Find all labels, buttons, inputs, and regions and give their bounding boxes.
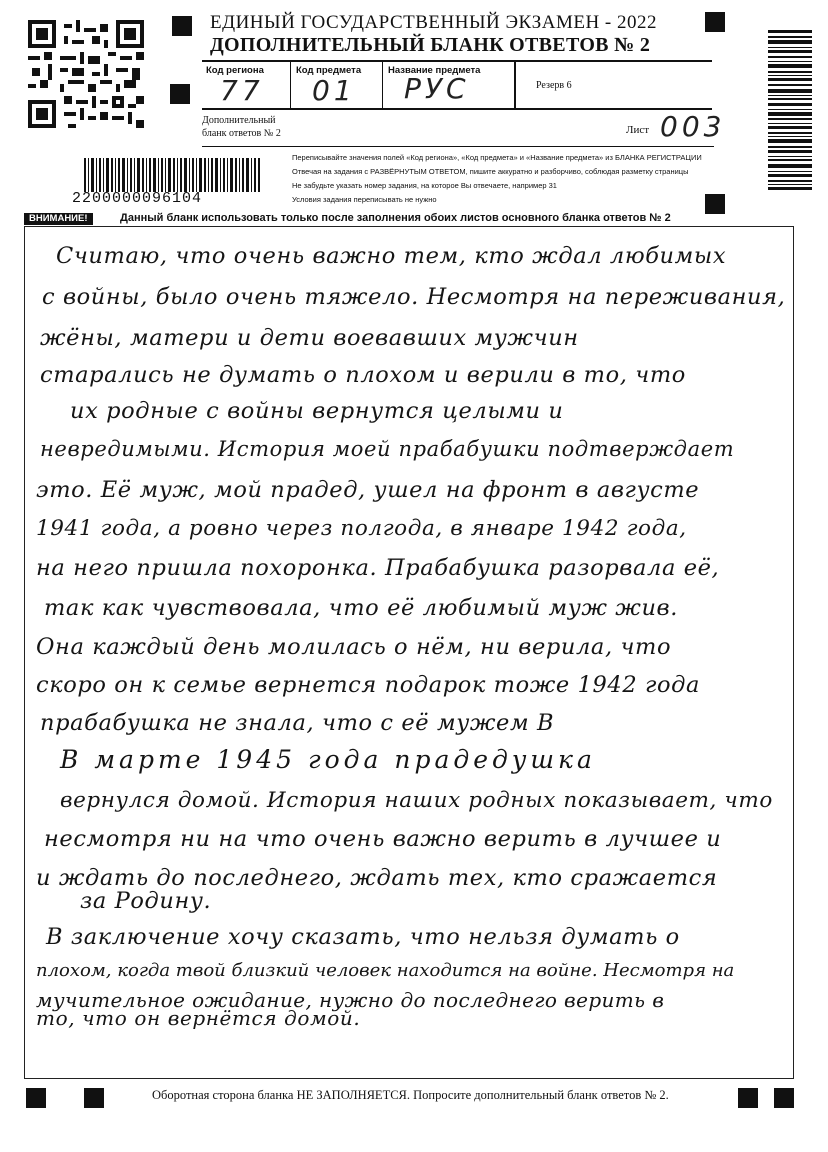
answer-line-20: плохом, когда твой близкий человек находится на войне. Несмотря на	[36, 960, 735, 981]
side-barcode	[768, 30, 812, 190]
answer-line-14: В марте 1945 года прадедушка	[60, 745, 596, 774]
answer-line-3: жёны, матери и дети воевавших мужчин	[40, 325, 579, 351]
answer-line-9: на него пришла похоронка. Прабабушка разорвала её,	[36, 555, 720, 581]
answer-line-2: с войны, было очень тяжело. Несмотря на переживания,	[42, 284, 786, 310]
header-rule-sheet	[202, 146, 714, 147]
corner-marker-bottom-right-2	[774, 1088, 794, 1108]
corner-marker-top-right	[705, 12, 725, 32]
answer-line-15: вернулся домой. История наших родных показывает, что	[60, 788, 773, 813]
answer-line-19: В заключение хочу сказать, что нельзя думать о	[46, 924, 680, 950]
header-rule-top	[202, 60, 712, 62]
reserve-label: Резерв 6	[536, 80, 572, 91]
exam-title: ЕДИНЫЙ ГОСУДАРСТВЕННЫЙ ЭКЗАМЕН - 2022	[210, 12, 657, 33]
corner-marker-top-left	[172, 16, 192, 36]
form-barcode	[84, 158, 260, 192]
answer-line-7: это. Её муж, мой прадед, ушел на фронт в августе	[36, 477, 700, 503]
answer-line-22: то, что он вернётся домой.	[36, 1006, 361, 1030]
region-value: 77	[220, 74, 264, 107]
answer-line-18: за Родину.	[80, 888, 212, 914]
warning-badge: ВНИМАНИЕ!	[24, 213, 93, 225]
instruction-line-3: Не забудьте указать номер задания, на которое Вы отвечаете, например 31	[292, 181, 557, 190]
barcode-number: 2200000096104	[72, 190, 203, 207]
warning-bar	[24, 213, 794, 225]
form-name-line2: бланк ответов № 2	[202, 128, 281, 139]
form-title: ДОПОЛНИТЕЛЬНЫЙ БЛАНК ОТВЕТОВ № 2	[210, 34, 651, 56]
answer-line-17: и ждать до последнего, ждать тех, кто сражается	[36, 865, 718, 891]
answer-line-6: невредимыми. История моей прабабушки подтверждает	[40, 437, 735, 461]
warning-text: Данный бланк использовать только после заполнения обоих листов основного бланка ответов № 2	[120, 212, 671, 224]
region-label: Код региона	[206, 65, 264, 76]
corner-marker-mid-left	[170, 84, 190, 104]
corner-marker-right	[705, 194, 725, 214]
corner-marker-bottom-left-2	[84, 1088, 104, 1108]
instruction-line-2: Отвечая на задания с РАЗВЁРНУТЫМ ОТВЕТОМ, пишите аккуратно и разборчиво, соблюдая разметку страницы	[292, 167, 689, 176]
instruction-line-1: Переписывайте значения полей «Код региона», «Код предмета» и «Название предмета» из БЛАНКА РЕГИСТРАЦИИ	[292, 153, 702, 162]
answer-line-5: их родные с войны вернутся целыми и	[70, 398, 564, 424]
header-divider-1	[290, 62, 291, 108]
answer-line-11: Она каждый день молилась о нём, ни верила, что	[36, 634, 672, 660]
sheet-label: Лист	[626, 124, 650, 136]
footer-note: Оборотная сторона бланка НЕ ЗАПОЛНЯЕТСЯ. Попросите дополнительный бланк ответов № 2.	[152, 1088, 669, 1102]
header-divider-2	[382, 62, 383, 108]
corner-marker-bottom-left-1	[26, 1088, 46, 1108]
instruction-line-4: Условия задания переписывать не нужно	[292, 195, 437, 204]
answer-line-4: старались не думать о плохом и верили в то, что	[40, 362, 686, 388]
header-divider-3	[514, 62, 516, 108]
answer-line-21: мучительное ожидание, нужно до последнего верить в	[36, 988, 665, 1012]
form-name-line1: Дополнительный	[202, 115, 276, 126]
answer-line-10: так как чувствовала, что её любимый муж жив.	[44, 595, 678, 621]
subject-name-value: РУС	[404, 72, 470, 105]
subject-name-label: Название предмета	[388, 65, 481, 76]
answer-line-8: 1941 года, а ровно через полгода, в январе 1942 года,	[36, 516, 687, 541]
corner-marker-bottom-right-1	[738, 1088, 758, 1108]
sheet-value: 003	[660, 110, 726, 143]
subject-code-value: 01	[312, 74, 356, 107]
header-rule-bottom	[202, 108, 712, 110]
answer-line-1: Считаю, что очень важно тем, кто ждал любимых	[56, 243, 727, 269]
answer-line-13: прабабушка не знала, что с её мужем В	[40, 710, 555, 736]
qr-code	[28, 20, 144, 128]
answer-line-16: несмотря ни на что очень важно верить в лучшее и	[44, 826, 722, 852]
answer-line-12: скоро он к семье вернется подарок тоже 1942 года	[36, 672, 700, 698]
subject-code-label: Код предмета	[296, 65, 362, 76]
